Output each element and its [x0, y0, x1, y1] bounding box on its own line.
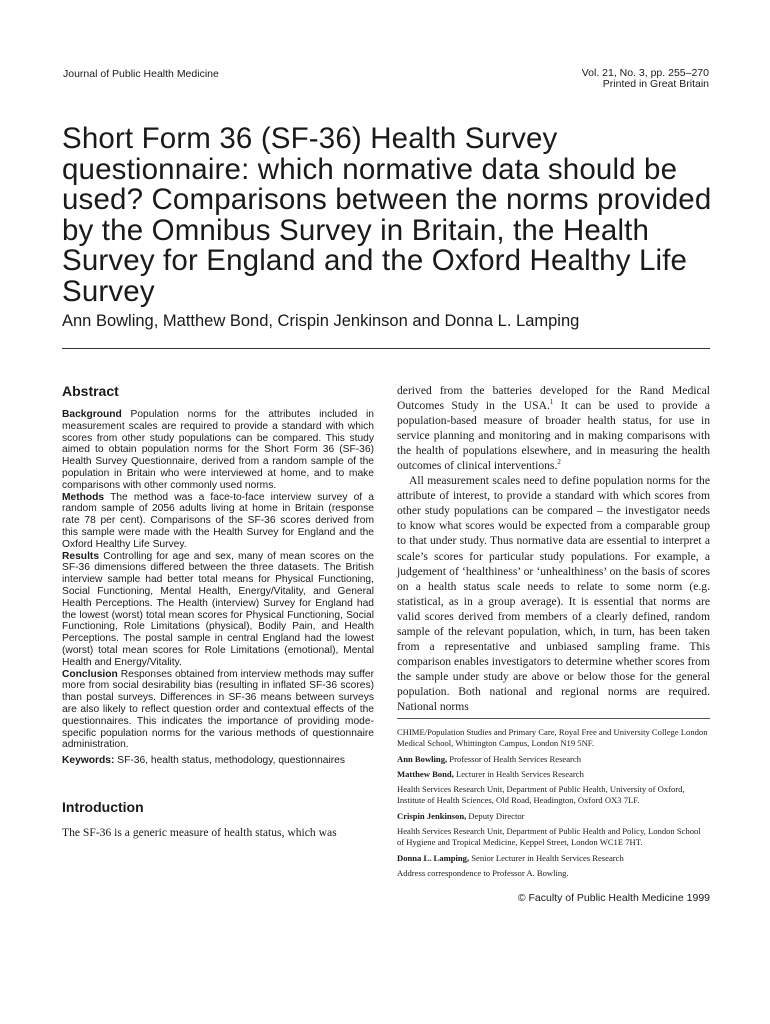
author-role: [397, 769, 710, 780]
author-name: Crispin Jenkinson,: [397, 810, 467, 821]
footnote-divider: [397, 718, 710, 719]
keywords-label: Keywords:: [62, 755, 115, 767]
results-text: Controlling for age and sex, many of mean scores on the SF-36 dimensions differed between the three datasets. The British interview sample had better total means for Physical Functioning, Social Functioning, Mental Health, Energy/Vitality, and General Health Perceptions. The Health (interview) Survey for England had the lowest (worst) total mean scores for Physical Functioning, Social Functioning, Role Limitations (physical), Bodily Pain, and Health Perceptions. The postal sample in central England had the lowest (worst) total mean scores for Role Limitations (emotional), Mental Health and Energy/Vitality.: [62, 550, 375, 668]
body-paragraph-1: [397, 383, 710, 473]
background-label: Background: [62, 409, 122, 420]
methods-label: Methods: [62, 491, 105, 503]
citation-ref: 2: [557, 458, 561, 467]
author-list: Ann Bowling, Matthew Bond, Crispin Jenkinson and Donna L. Lamping: [62, 312, 580, 330]
introduction-heading: Introduction: [62, 798, 144, 815]
conclusion-text: Responses obtained from interview methods may suffer more from social desirability bias (resulting in inflated SF-36 scores) than postal surveys. Differences in SF-36 means between surveys are also likely to reflect question order and contextual effects of the questionnaires. This indicates the importance of providing mode-specific population norms for the various methods of questionnaire administration.: [62, 668, 374, 751]
author-role: [397, 853, 710, 864]
introduction-first-line: The SF-36 is a generic measure of health status, which was: [62, 825, 337, 839]
header-divider: [62, 348, 710, 349]
background-text: Population norms for the attributes included in measurement scales are required to provide a standard with which scores from other study populations can be compared. This study aimed to obtain population norms for the Short Form 36 (SF-36) Health Survey Questionnaire, derived from a random sample of the population in Britain who were interviewed at home, and to make comparisons with other commonly used norms.: [62, 409, 374, 491]
results-label: Results: [62, 550, 100, 562]
author-name: Ann Bowling,: [397, 753, 448, 764]
article-title: Short Form 36 (SF-36) Health Survey questionnaire: which normative data should be used? Comparisons between the norms provided by the Omnibus Survey in Britain, the Health Survey for England and the Oxford Healthy Life Survey: [62, 122, 712, 308]
journal-issue-info: [582, 68, 709, 90]
keywords-text: SF-36, health status, methodology, questionnaires: [117, 755, 345, 767]
role-text: Lecturer in Health Services Research: [453, 768, 584, 779]
role-text: Professor of Health Services Research: [447, 753, 582, 764]
correspondence-note: Address correspondence to Professor A. Bowling.: [397, 867, 569, 878]
journal-name: Journal of Public Health Medicine: [63, 68, 219, 80]
affiliation: CHIME/Population Studies and Primary Care, Royal Free and University College London Medical School, Whittington Campus, London N19 5NF.: [397, 727, 708, 749]
printed-location: Printed in Great Britain: [602, 78, 709, 90]
right-column: [397, 383, 710, 714]
role-text: Deputy Director: [466, 810, 525, 821]
abstract-heading: Abstract: [62, 383, 119, 399]
citation-ref: 1: [549, 398, 554, 407]
abstract-body: [62, 409, 374, 751]
affiliation: Health Services Research Unit, Department of Public Health and Policy, London School of Hygiene and Tropical Medicine, Keppel Street, London WC1E 7HT.: [397, 826, 701, 848]
copyright-notice: © Faculty of Public Health Medicine 1999: [517, 892, 710, 904]
body-text: It can be used to provide a population-based measure of broader health status, for use in service planning and monitoring and in making comparisons with the health of populations elsewhere, and in measuring the health outcomes of clinical interventions.: [397, 399, 710, 473]
author-affiliations: [397, 727, 710, 883]
author-name: Donna L. Lamping,: [397, 852, 470, 863]
author-name: Matthew Bond,: [397, 768, 454, 779]
left-column: [62, 383, 374, 840]
conclusion-label: Conclusion: [62, 668, 118, 680]
body-text: derived from the batteries developed for the Rand Medical Outcomes Study in the USA.: [397, 384, 710, 413]
author-role: [397, 754, 710, 765]
role-text: Senior Lecturer in Health Services Research: [469, 852, 624, 863]
volume-pages: Vol. 21, No. 3, pp. 255–270: [581, 67, 709, 79]
keywords: [62, 755, 374, 767]
author-role: [397, 811, 710, 822]
affiliation: Health Services Research Unit, Department of Public Health, University of Oxford, Institute of Health Sciences, Old Road, Headington, Oxford OX3 7LF.: [397, 784, 685, 806]
methods-text: The method was a face-to-face interview survey of a random sample of 2056 adults living at home in Britain (response rate 78 per cent). Comparisons of the SF-36 scores derived from this sample were made with the Health Survey for England and the Oxford Healthy Life Survey.: [62, 491, 374, 550]
body-paragraph-2: All measurement scales need to define population norms for the attribute of interest, to provide a standard with which scores from other study populations can be compared – the investigator needs to know what scores would be expected from a comparable group to that under study. Thus normative data are essential to interpret a scale’s scores for particular study populations. For example, a judgement of ‘healthiness’ or ‘unhealthiness’ on the basis of scores on a health status scale needs to relate to some norm (e.g. statistical, as in a group average). It is essential that norms are valid scores derived from members of a clearly defined, random sample of the relevant population, which, in turn, has been taken from a representative and unbiased sampling frame. This comparison enables investigators to determine whether scores from the sample under study are above or below those for the general population. Both national and regional norms are required. National norms: [397, 474, 710, 713]
